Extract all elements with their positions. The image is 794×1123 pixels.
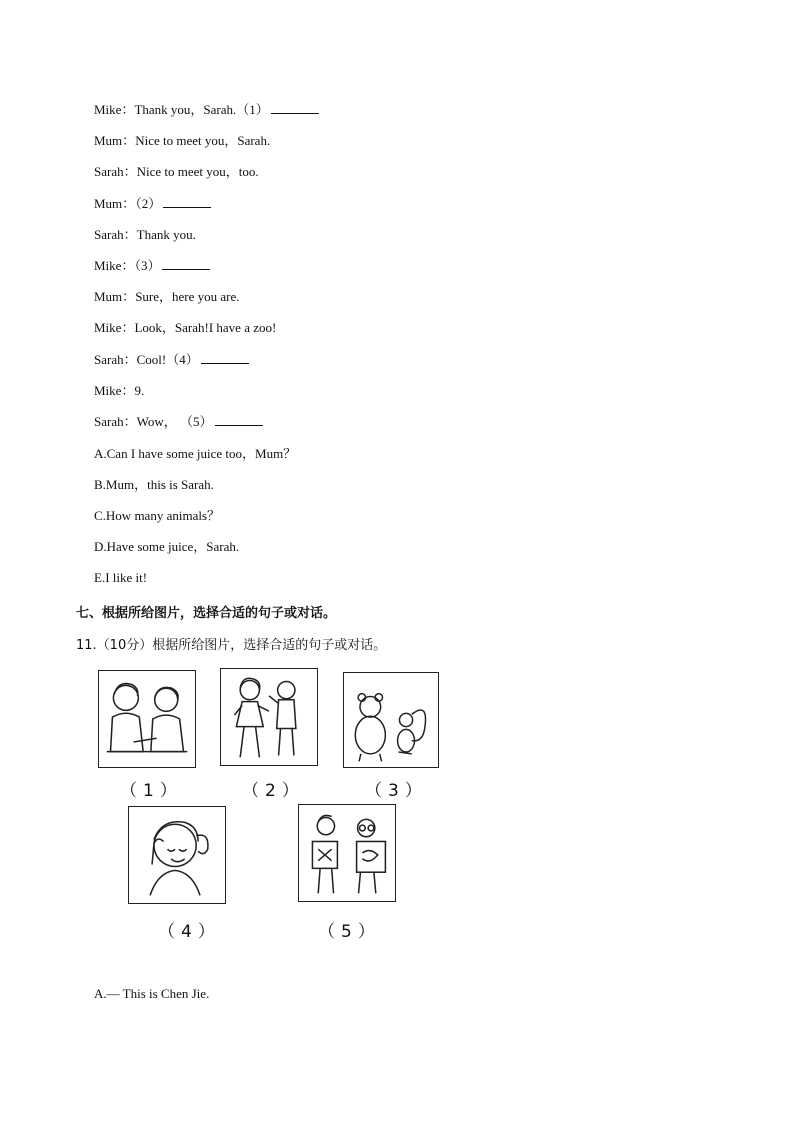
speaker-colon: ： (122, 289, 136, 305)
dialogue-line (94, 133, 270, 149)
option-item: C.How many animals？ (94, 507, 221, 523)
dialogue-text: Nice to meet you，too. (136, 164, 259, 180)
answer-blank[interactable] (215, 414, 263, 426)
speaker-colon: ： (122, 195, 136, 211)
dialogue-text: Thank you. (136, 226, 196, 242)
bear-and-squirrel-icon (343, 672, 439, 768)
speaker-colon: ： (123, 164, 137, 180)
speaker-name: Sarah (94, 226, 124, 242)
section-title: 七、根据所给图片，选择合适的句子或对话。 (76, 606, 337, 621)
answer-blank[interactable] (162, 258, 210, 270)
answer-blank[interactable] (201, 352, 249, 364)
speaker-name: Mike (94, 258, 122, 273)
speaker-name: Mike (94, 320, 122, 336)
speaker-colon: ： (121, 258, 135, 273)
dialogue-text: Nice to meet you，Sarah. (135, 133, 271, 149)
speaker-colon: ： (122, 133, 136, 149)
dialogue-text: Sure，here you are. (135, 289, 240, 305)
dialogue-text: （3） (134, 258, 161, 273)
speaker-name: Mike (94, 382, 122, 398)
dialogue-line (94, 320, 276, 336)
speaker-name: Sarah (94, 351, 124, 367)
question-prompt: 11.（10分）根据所给图片，选择合适的句子或对话。 (76, 638, 387, 653)
dialogue-line (94, 196, 211, 212)
speaker-colon: ： (121, 382, 135, 398)
speaker-colon: ： (123, 414, 137, 429)
picture-caption-1: （1） (120, 781, 183, 801)
dialogue-text: Thank you，Sarah.（1） (134, 102, 269, 117)
picture-caption-3: （3） (365, 781, 428, 801)
dialogue-line (94, 289, 240, 305)
speaker-colon: ： (121, 320, 135, 336)
girl-thinking-icon (128, 806, 226, 904)
girl-and-boy-waving-icon (220, 668, 318, 766)
option-item: D.Have some juice，Sarah. (94, 539, 240, 555)
picture-caption-4: （4） (158, 922, 221, 942)
option-item: B.Mum，this is Sarah. (94, 476, 214, 492)
dialogue-line (94, 102, 319, 118)
dialogue-line (94, 258, 210, 274)
dialogue-text: Look，Sarah!I have a zoo! (134, 320, 277, 336)
two-boys-talking-icon (98, 670, 196, 768)
dialogue-line (94, 227, 196, 243)
dialogue-text: Cool!（4） (136, 351, 199, 367)
picture-caption-5: （5） (318, 922, 381, 942)
dialogue-text: 9. (134, 382, 145, 398)
speaker-name: Mum (94, 289, 123, 305)
dialogue-line (94, 414, 263, 430)
answer-option-a: A.— This is Chen Jie. (94, 986, 210, 1001)
speaker-name: Mum (94, 195, 123, 211)
children-holding-pictures-icon (298, 804, 396, 902)
speaker-name: Sarah (94, 414, 124, 429)
dialogue-line (94, 352, 249, 368)
picture-caption-2: （2） (242, 781, 305, 801)
speaker-colon: ： (123, 351, 137, 367)
speaker-name: Sarah (94, 164, 124, 180)
answer-blank[interactable] (271, 102, 319, 114)
speaker-name: Mike (94, 102, 122, 117)
option-item: E.I like it! (94, 570, 148, 586)
dialogue-text: （2） (135, 195, 162, 211)
dialogue-text: Wow， （5） (136, 414, 213, 429)
dialogue-line (94, 383, 144, 399)
speaker-name: Mum (94, 133, 123, 149)
speaker-colon: ： (123, 226, 137, 242)
speaker-colon: ： (121, 102, 135, 117)
answer-blank[interactable] (163, 196, 211, 208)
dialogue-line (94, 164, 259, 180)
option-item: A.Can I have some juice too，Mum？ (94, 445, 297, 461)
